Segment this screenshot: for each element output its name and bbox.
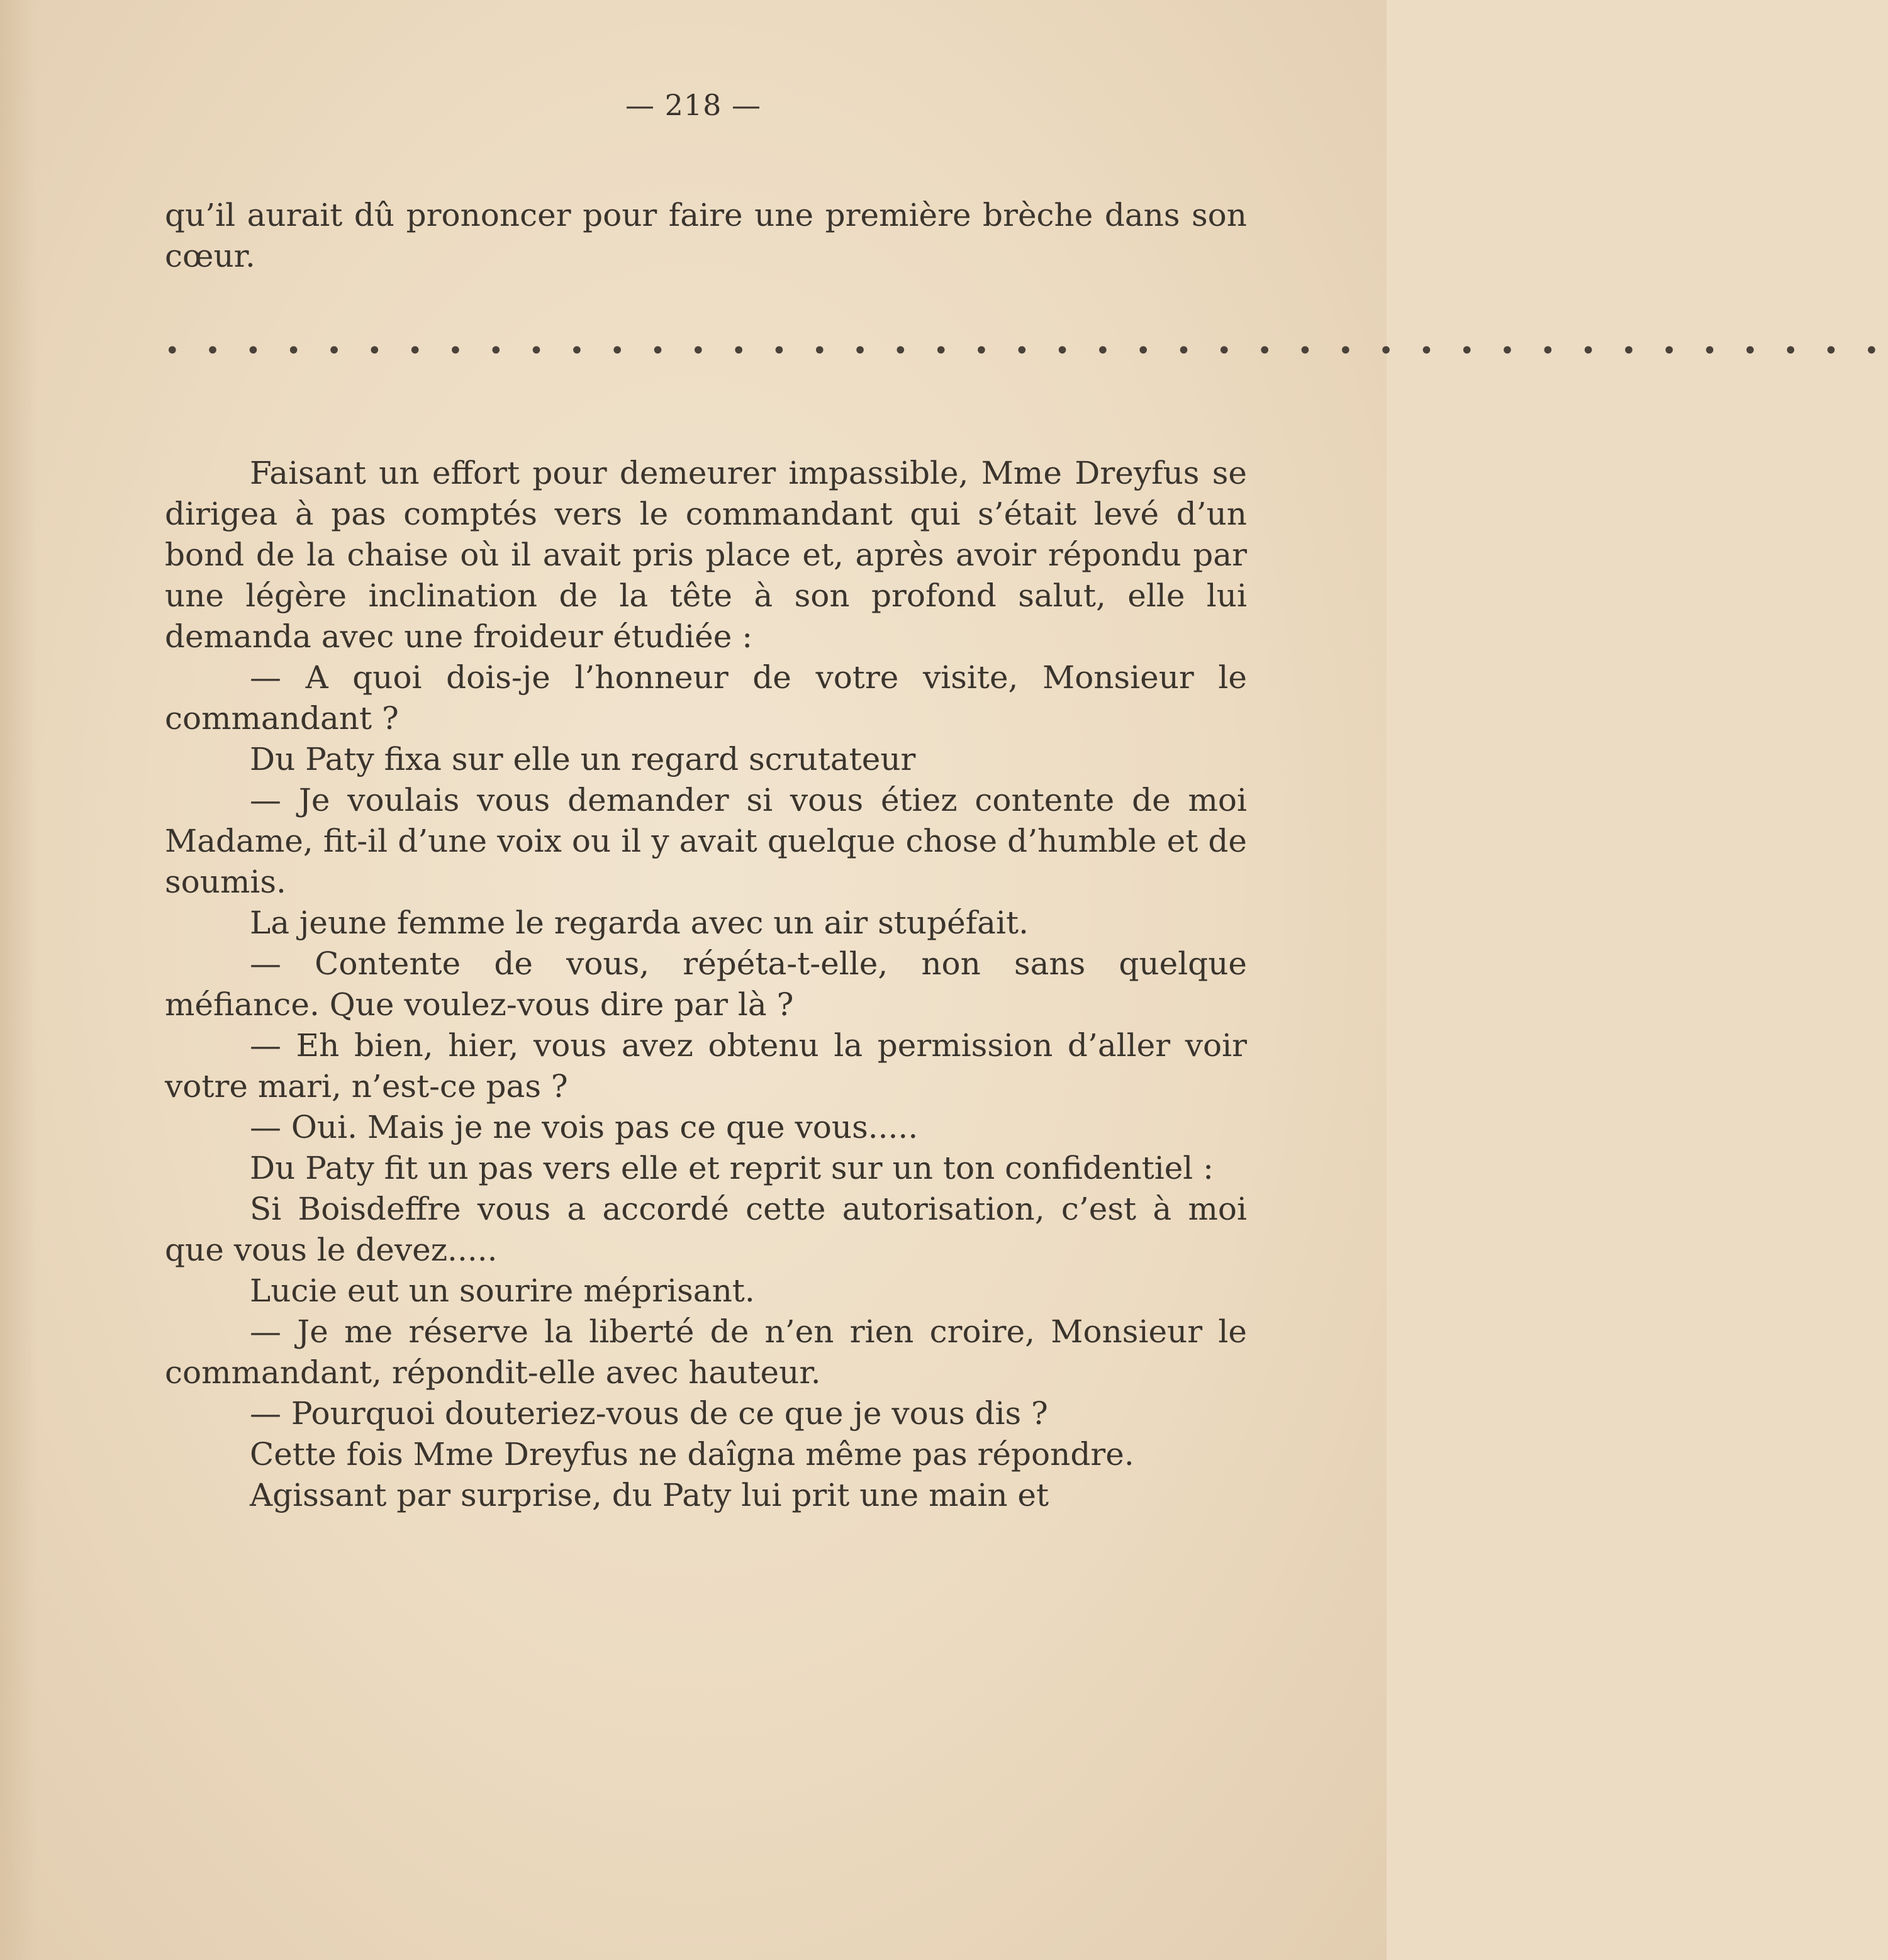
paragraph: Cette fois Mme Dreyfus ne daîgna même pas répondre. — [250, 1436, 1134, 1473]
paragraph: Agissant par surprise, du Paty lui prit une main et — [250, 1477, 1049, 1513]
paragraph: — Je me réserve la liberté de n’en rien croire, Monsieur le commandant, répondit-elle avec hauteur. — [165, 1313, 1247, 1391]
paragraph: Du Paty fixa sur elle un regard scrutateur — [250, 741, 916, 777]
paragraph: — Pourquoi douteriez-vous de ce que je vous dis ? — [250, 1395, 1048, 1432]
paragraph: Lucie eut un sourire méprisant. — [250, 1272, 755, 1309]
page-number: — 218 — — [625, 88, 762, 122]
paragraph: — Eh bien, hier, vous avez obtenu la permission d’aller voir votre mari, n’est-ce pas ? — [165, 1027, 1247, 1105]
paragraph: Faisant un effort pour demeurer impassible, Mme Dreyfus se dirigea à pas comptés vers le commandant qui s’était levé d’un bond de la chaise où il avait pris place et, après avoir répondu par une légère inclination de la tête à son profond salut, elle lui demanda avec une froideur étudiée : — [165, 455, 1247, 655]
body-text — [165, 453, 1247, 1516]
paragraph: — Contente de vous, répéta-t-elle, non sans quelque méfiance. Que voulez-vous dire par là ? — [165, 945, 1247, 1023]
paragraph: — A quoi dois-je l’honneur de votre visite, Monsieur le commandant ? — [165, 659, 1247, 737]
paragraph: — Je voulais vous demander si vous étiez contente de moi Madame, fit-il d’une voix ou il y avait quelque chose d’humble et de soumis. — [165, 782, 1247, 900]
paragraph: Si Boisdeffre vous a accordé cette autorisation, c’est à moi que vous le devez..... — [165, 1191, 1247, 1268]
page-edge-shadow — [0, 0, 38, 1960]
paragraph: La jeune femme le regarda avec un air stupéfait. — [250, 905, 1029, 941]
paragraph: — Oui. Mais je ne vois pas ce que vous..... — [250, 1109, 919, 1145]
section-separator: • • • • • • • • • • • • • • • • • • • • • • • • • • • • • • • • • • • • • • • • • • • — [165, 337, 1888, 365]
continuation-paragraph: qu’il aurait dû prononcer pour faire une première brèche dans son cœur. — [165, 197, 1247, 274]
paragraph: Du Paty fit un pas vers elle et reprit sur un ton confidentiel : — [250, 1150, 1214, 1186]
